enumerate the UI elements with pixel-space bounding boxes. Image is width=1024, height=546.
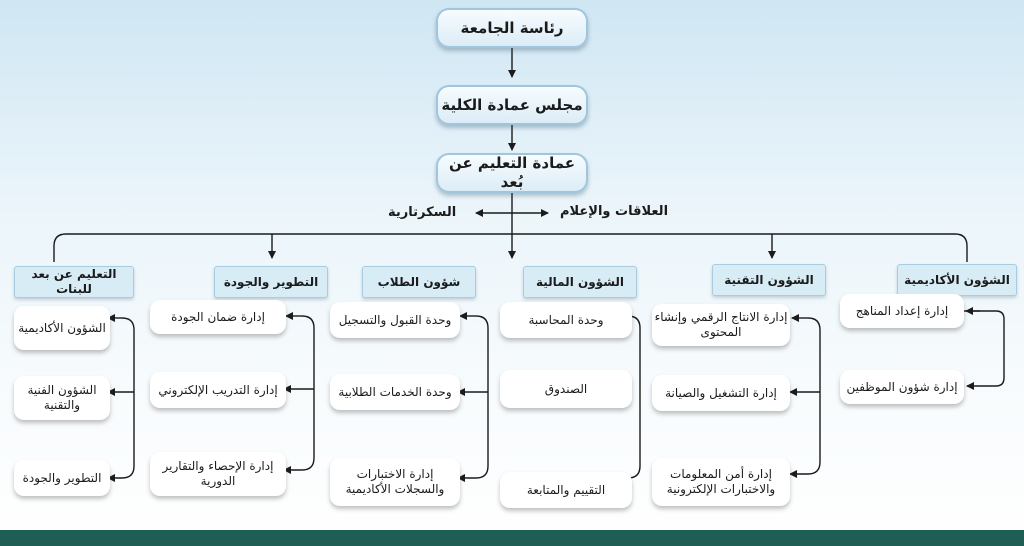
dept-students-title: شؤون الطلاب [377,274,461,289]
bracket-girls [108,318,134,478]
secretariat-label: السكرتارية [388,205,457,220]
dept-finance-title: الشؤون المالية [535,274,625,289]
unit-technical-operations: إدارة التشغيل والصيانة [652,375,790,411]
unit-finance-evaluation: التقييم والمتابعة [500,472,632,508]
unit-girls-academic: الشؤون الأكاديمية [14,306,110,350]
unit-quality-training: إدارة التدريب الإلكتروني [150,372,286,408]
unit-academic-curriculum: إدارة إعداد المناهج [840,294,964,328]
deanship-box [436,153,588,193]
relations-label: العلاقات والإعلام [560,204,669,219]
bracket-quality [284,316,314,470]
presidency-box [436,8,588,48]
unit-quality-statistics: إدارة الإحصاء والتقارير الدورية [150,452,286,496]
unit-girls-technical: الشؤون الفنية والتقنية [14,376,110,420]
footer-bar [0,530,1024,546]
dept-girls-title: التعليم عن بعد للبنات [31,267,117,296]
dept-quality [214,266,328,298]
unit-finance-fund: الصندوق [500,370,632,408]
dept-students [362,266,476,298]
bracket-technical [790,318,820,474]
deanship-label: عمادة التعليم عن بُعد [448,154,576,191]
unit-students-services: وحدة الخدمات الطلابية [330,374,460,410]
dept-girls [14,266,134,298]
unit-girls-quality: التطوير والجودة [14,460,110,496]
bracket-academic [963,311,1004,386]
presidency-label: رئاسة الجامعة [460,18,564,37]
unit-finance-accounting: وحدة المحاسبة [500,302,632,338]
dept-academic [897,264,1017,296]
bracket-students [458,316,488,478]
unit-technical-security: إدارة أمن المعلومات والاختبارات الإلكترونية [652,458,790,506]
council-box [436,85,588,125]
unit-students-admission: وحدة القبول والتسجيل [330,302,460,338]
dept-technical-title: الشؤون التقنية [724,272,814,287]
department-bus [54,234,967,262]
unit-students-exams: إدارة الاختبارات والسجلات الأكاديمية [330,458,460,506]
dept-quality-title: التطوير والجودة [223,274,319,289]
unit-academic-staff: إدارة شؤون الموظفين [840,370,964,404]
dept-finance [523,266,637,298]
unit-technical-digital: إدارة الانتاج الرقمي وإنشاء المحتوى [652,304,790,346]
unit-quality-assurance: إدارة ضمان الجودة [150,300,286,334]
dept-technical [712,264,826,296]
council-label: مجلس عمادة الكلية [441,95,583,114]
dept-academic-title: الشؤون الأكاديمية [904,272,1010,287]
